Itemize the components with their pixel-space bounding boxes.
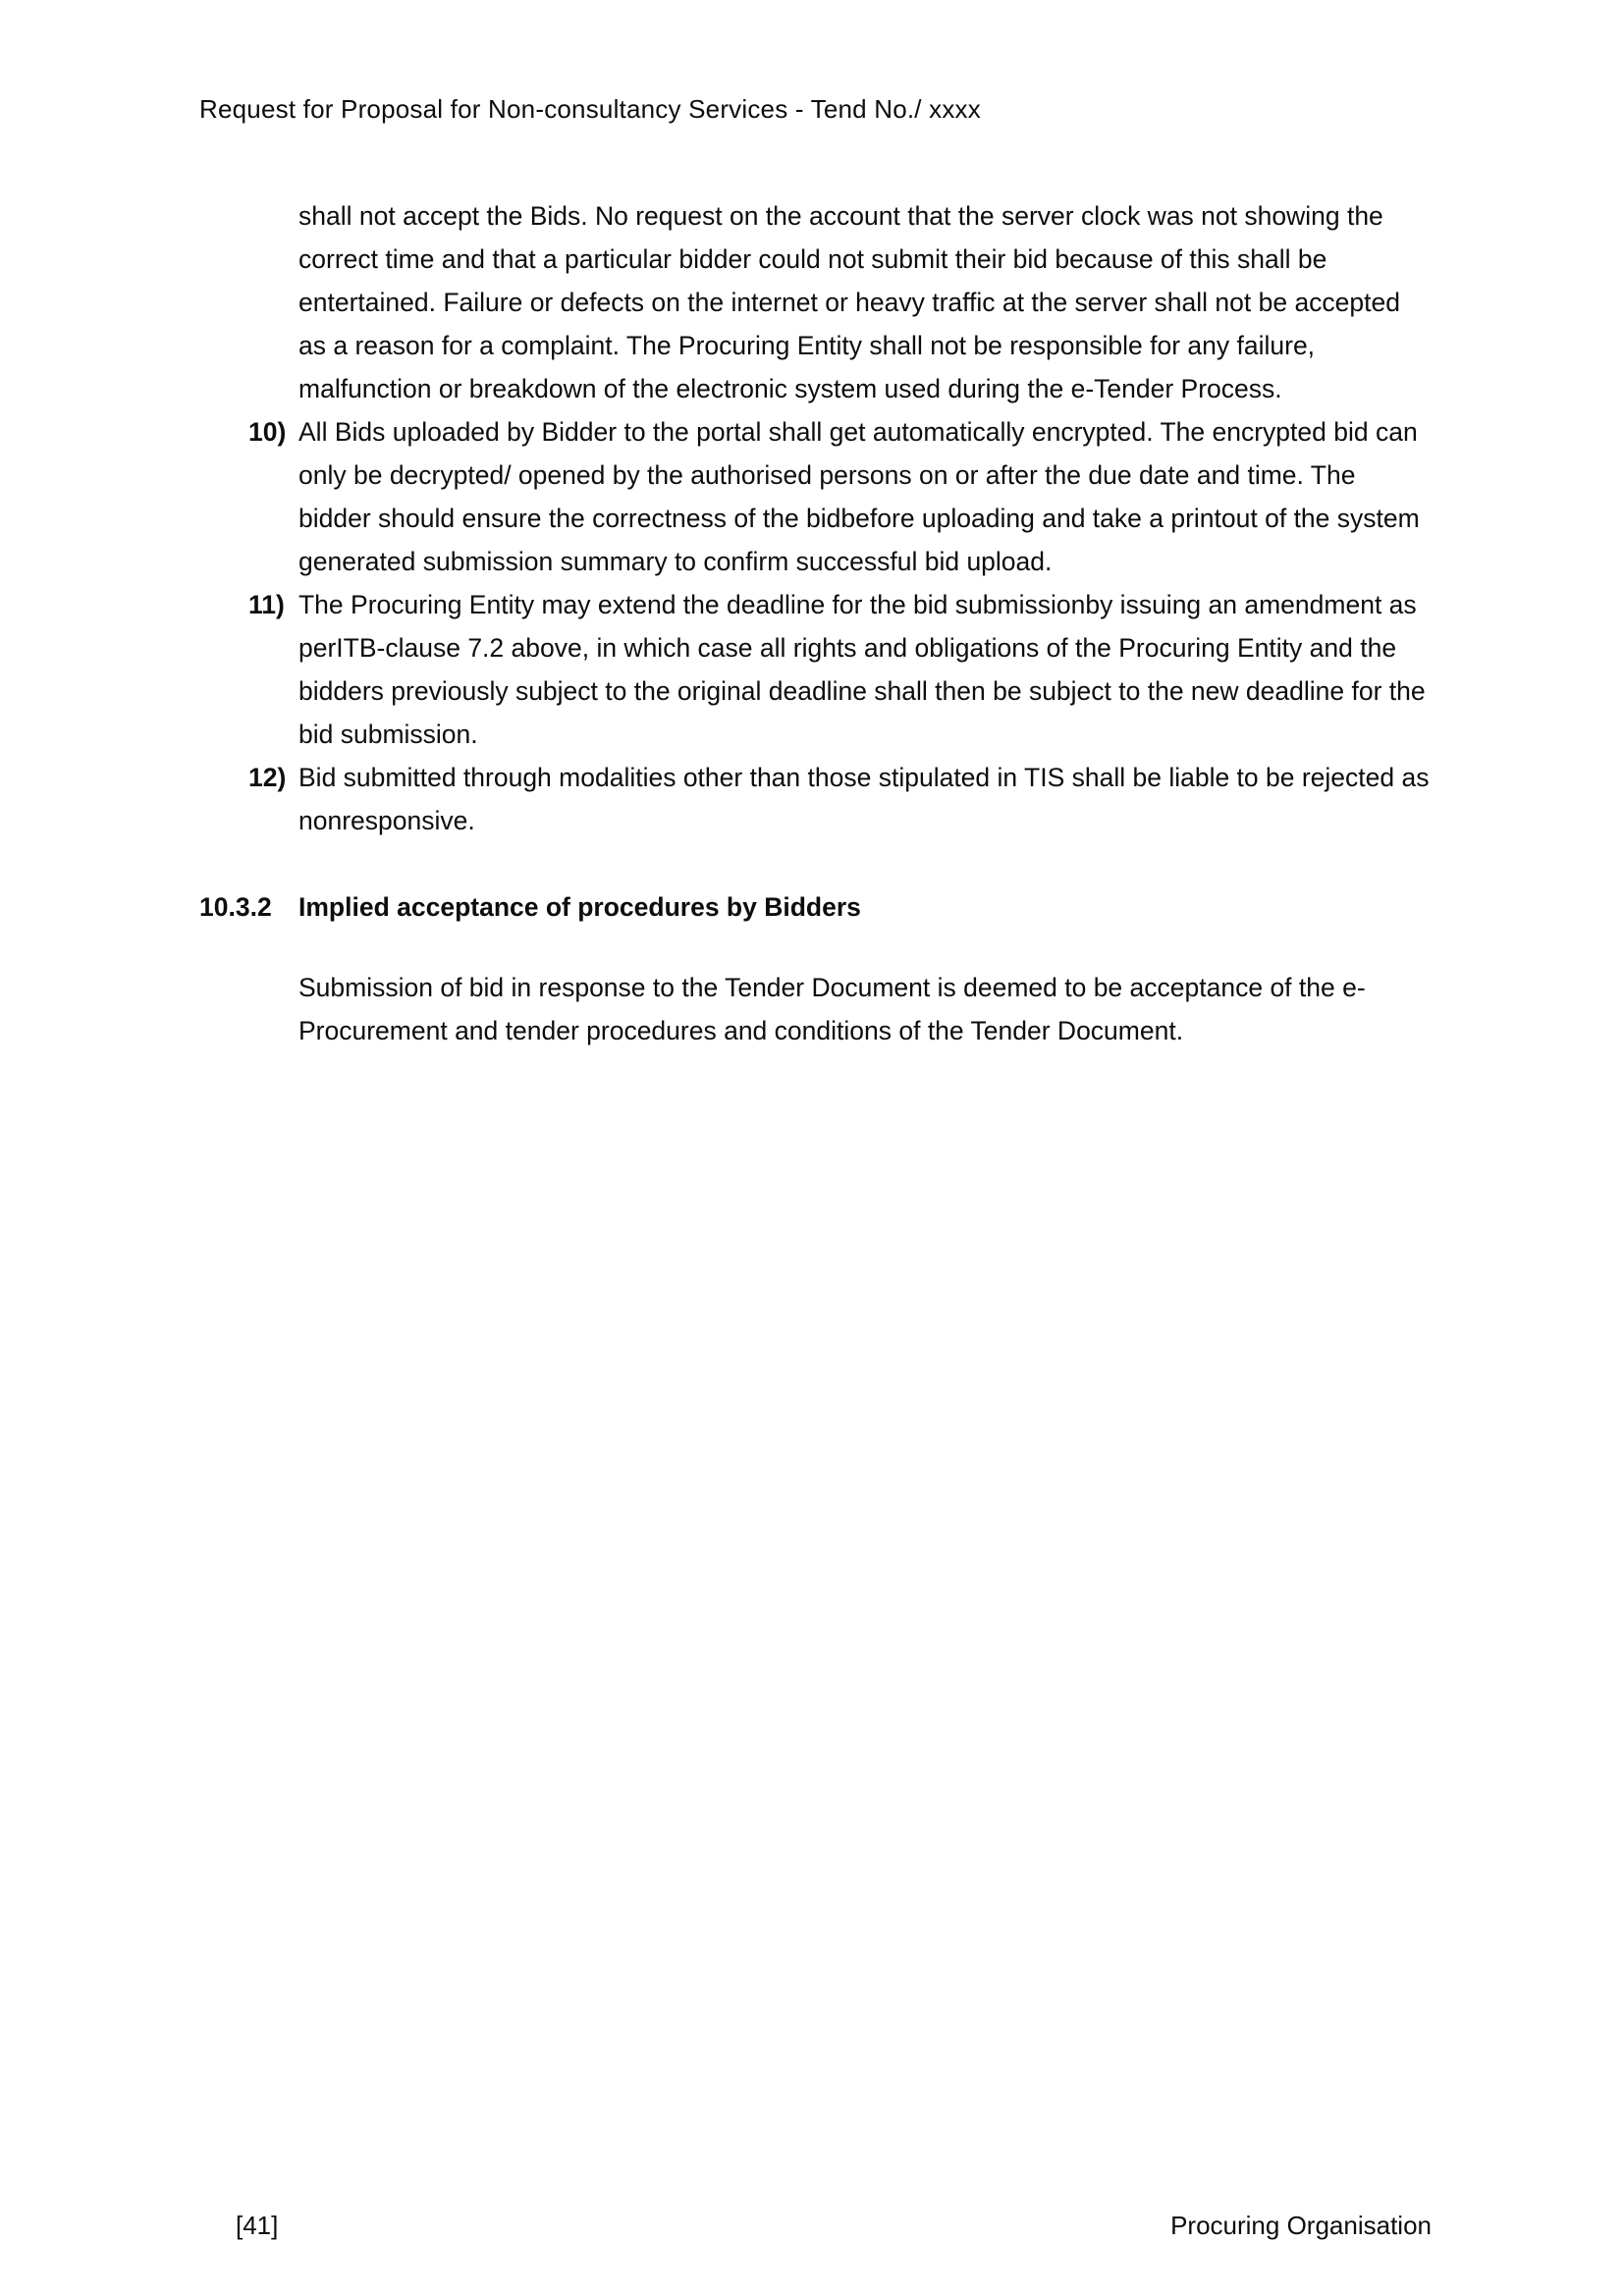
list-item-text: All Bids uploaded by Bidder to the portal shall get automatically encrypted. The encrypted bid can only be decrypted/ opened by the authorised persons on or after the due date and time. The bidder should ensure the correctness of the bidbefore uploading and take a printout of the system generated submission summary to confirm successful bid upload. <box>298 417 1420 576</box>
list-item-number: 10) <box>248 417 287 447</box>
list-item-12 <box>248 756 1435 842</box>
continuation-paragraph: shall not accept the Bids. No request on the account that the server clock was not showing the correct time and that a particular bidder could not submit their bid because of this shall be entertained. Failure or defects on the internet or heavy traffic at the server shall not be accepted as a reason for a complaint. The Procuring Entity shall not be responsible for any failure, malfunction or breakdown of the electronic system used during the e-Tender Process. <box>298 201 1400 403</box>
list-item-text: The Procuring Entity may extend the deadline for the bid submissionby issuing an amendment as perITB-clause 7.2 above, in which case all rights and obligations of the Procuring Entity and the bidders previously subject to the original deadline shall then be subject to the new deadline for the bid submission. <box>298 590 1426 749</box>
list-item-11 <box>248 583 1435 756</box>
page-footer <box>236 2211 1432 2241</box>
document-body <box>199 194 1435 1052</box>
list-item-text: Bid submitted through modalities other than those stipulated in TIS shall be liable to be rejected as nonresponsive. <box>298 763 1430 835</box>
footer-organisation: Procuring Organisation <box>1170 2211 1432 2240</box>
section-title: Implied acceptance of procedures by Bidders <box>298 892 861 922</box>
footer-page-number: [41] <box>236 2211 279 2240</box>
list-item-number: 11) <box>248 590 285 619</box>
section-heading-10-3-2 <box>199 885 1435 929</box>
section-paragraph: Submission of bid in response to the Tender Document is deemed to be acceptance of the e-Procurement and tender procedures and conditions of the Tender Document. <box>298 973 1366 1045</box>
page-header-title: Request for Proposal for Non-consultancy Services - Tend No./ xxxx <box>199 94 981 124</box>
section-number: 10.3.2 <box>199 892 272 922</box>
list-item-number: 12) <box>248 763 287 792</box>
list-item-10 <box>248 410 1435 583</box>
